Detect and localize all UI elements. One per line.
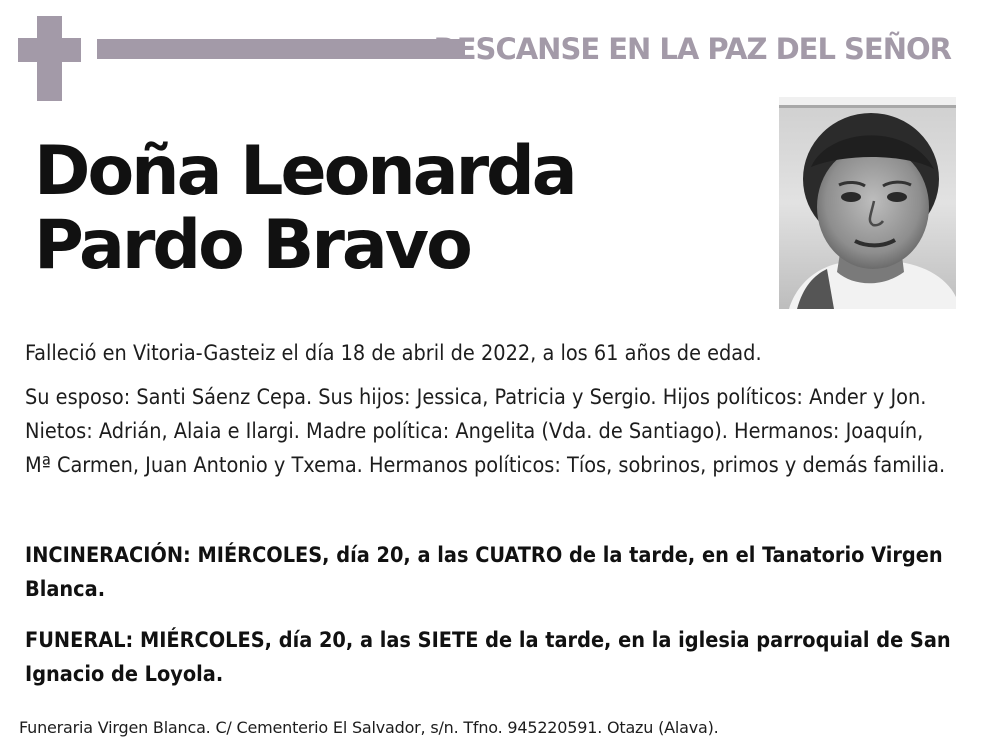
funeral-notice: FUNERAL: MIÉRCOLES, día 20, a las SIETE de la tarde, en la iglesia parroquial de San Ignacio de Loyola. [25,628,951,687]
death-notice: Falleció en Vitoria-Gasteiz el día 18 de abril de 2022, a los 61 años de edad. [25,341,762,366]
deceased-name-line2: Pardo Bravo [34,206,470,285]
deceased-name-line1: Doña Leonarda [34,132,575,211]
header-title: DESCANSE EN LA PAZ DEL SEÑOR [433,32,951,66]
portrait-photo [779,97,956,309]
cremation-notice: INCINERACIÓN: MIÉRCOLES, día 20, a las CUATRO de la tarde, en el Tanatorio Virgen Blanca. [25,543,943,602]
header-divider-bar [97,39,465,59]
family-list: Su esposo: Santi Sáenz Cepa. Sus hijos: Jessica, Patricia y Sergio. Hijos políticos: Ander y Jon. Nietos: Adrián, Alaia e Ilargi. Madre política: Angelita (Vda. de Santiago). Hermanos: Joaquín, Mª Carmen, Juan Antonio y Txema. Hermanos políticos: Tíos, sobrinos, primos y demás familia. [25,385,946,478]
funeral-home-footer: Funeraria Virgen Blanca. C/ Cementerio El Salvador, s/n. Tfno. 945220591. Otazu (Alava). [19,718,719,737]
